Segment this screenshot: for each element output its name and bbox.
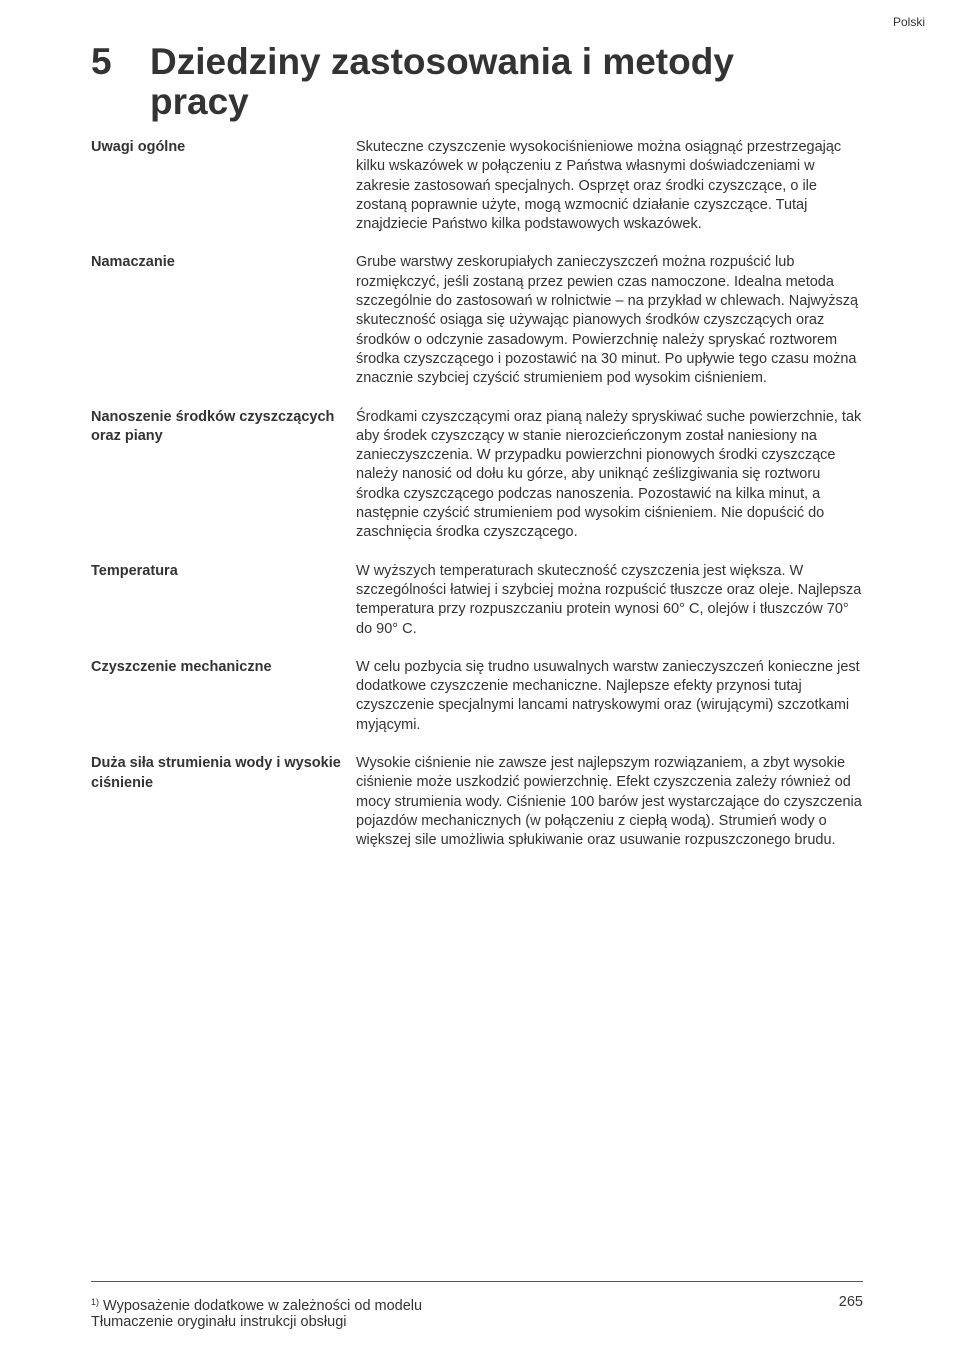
footer-divider [91, 1281, 863, 1282]
section-mechanical-cleaning [91, 657, 865, 735]
section-label: Nanoszenie środków czyszczących oraz piany [91, 408, 335, 445]
section-water-jet-pressure [91, 753, 865, 850]
section-soaking [91, 252, 865, 388]
section-text: Skuteczne czyszczenie wysokociśnieniowe można osiągnąć przestrzegając kilku wskazówek w połączeniu z Państwa własnymi doświadczeniami w zakresie zastosowań specjalnych. Osprzęt oraz środki czyszczące, o ile zostaną poprawnie użyte, mogą wzmocnić działanie czyszczące. Tutaj znajdziecie Państwo kilka podstawowych wskazówek. [356, 139, 842, 233]
section-text: Grube warstwy zeskorupiałych zanieczyszczeń można rozpuścić lub rozmiękczyć, jeśli zostaną przez pewien czas namoczone. Idealna metoda szczególnie do zastosowań w rolnictwie – na przykład w chlewach. Najwyższą skuteczność osiąga się używając pianowych środków czyszczących oraz środków o odczynie zasadowym. Powierzchnię należy spryskać roztworem środka czyszczącego i pozostawić na 30 minut. Po upływie tego czasu można znacznie szybciej czyścić strumieniem pod wysokim ciśnieniem. [356, 254, 859, 387]
page-number: 265 [838, 1294, 863, 1310]
footnote-text: Wyposażenie dodatkowe w zależności od modelu [103, 1298, 423, 1314]
section-label: Temperatura [91, 562, 178, 579]
section-text: Środkami czyszczącymi oraz pianą należy spryskiwać suche powierzchnie, tak aby środek czyszczący w stanie nierozcieńczonym został naniesiony na zanieczyszczenia. W przypadku powierzchni pionowych środki czyszczące należy nanosić od dołu ku górze, aby uniknąć ześlizgiwania się roztworu środka czyszczącego podczas nanoszenia. Pozostawić na kilka minut, a następnie czyścić strumieniem pod wysokim ciśnieniem. Nie dopuścić do zaschnięcia środka czyszczącego. [356, 408, 862, 541]
footnote-marker: 1) [91, 1297, 100, 1307]
section-label: Czyszczenie mechaniczne [91, 658, 272, 675]
translation-note: Tłumaczenie oryginału instrukcji obsługi [91, 1314, 347, 1330]
section-temperature [91, 561, 865, 639]
section-label: Namaczanie [91, 254, 175, 271]
section-label: Uwagi ogólne [91, 139, 186, 155]
section-general-notes [91, 137, 865, 234]
sections-list [91, 137, 865, 869]
chapter-title: Dziedziny zastosowania i metody pracy [150, 41, 734, 122]
section-text: W celu pozbycia się trudno usuwalnych warstw zanieczyszczeń konieczne jest dodatkowe czyszczenie mechaniczne. Najlepsze efekty przynosi tutaj czyszczenie specjalnymi lancami natryskowymi oraz (wirującymi) szczotkami myjącymi. [356, 658, 860, 733]
section-applying-detergents [91, 407, 865, 543]
section-text: W wyższych temperaturach skuteczność czyszczenia jest większa. W szczególności łatwiej i szybciej można rozpuścić tłuszcze oraz oleje. Najlepsza temperatura przy rozpuszczaniu protein wynosi 60° C, olejów i tłuszczów 70° do 90° C. [356, 562, 862, 637]
chapter-number: 5 [91, 41, 112, 82]
section-text: Wysokie ciśnienie nie zawsze jest najlepszym rozwiązaniem, a zbyt wysokie ciśnienie może uszkodzić powierzchnię. Efekt czyszczenia zależy również od mocy strumienia wody. Ciśnienie 100 barów jest wystarczające do czyszczenia pojazdów mechanicznych (w połączeniu z ciepłą wodą). Strumień wody o większej sile umożliwia spłukiwanie oraz usuwanie rozpuszczonego brudu. [356, 755, 862, 849]
language-label: Polski [892, 15, 925, 29]
section-label: Duża siła strumienia wody i wysokie ciśnienie [91, 755, 341, 791]
